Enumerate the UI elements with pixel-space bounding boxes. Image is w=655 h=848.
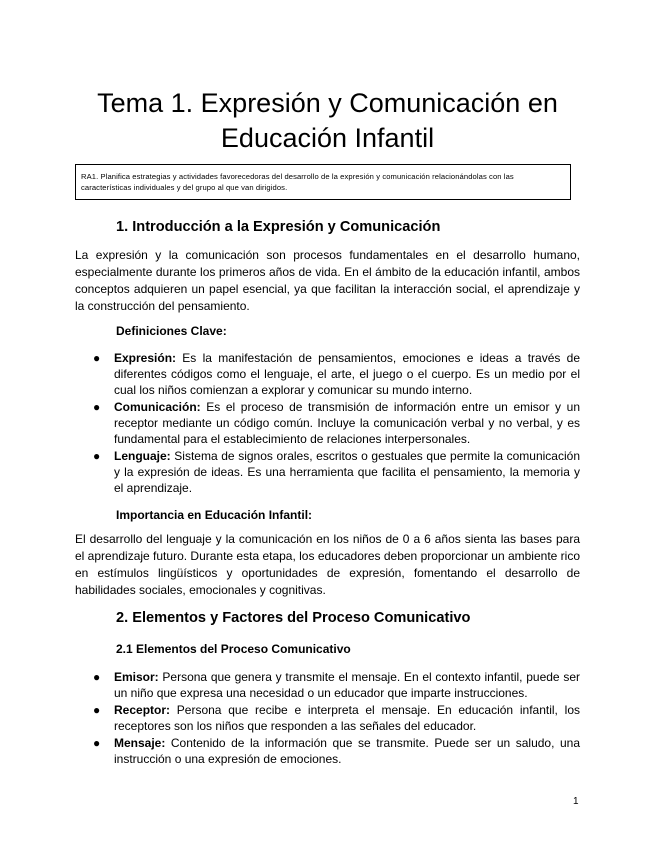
subsection-2-1-heading: 2.1 Elementos del Proceso Comunicativo [116, 642, 351, 656]
learning-outcome-box: RA1. Planifica estrategias y actividades favorecedoras del desarrollo de la expresión y comunicación relacionándolas con las características individuales y del grupo al que van dirigidos. [75, 164, 571, 200]
element-text: Contenido de la información que se transmite. Puede ser un saludo, una instrucción o una expresión de emociones. [114, 736, 580, 766]
definitions-heading: Definiciones Clave: [116, 324, 227, 338]
element-term: Emisor: [114, 670, 159, 684]
page-number: 1 [573, 796, 579, 807]
importance-text: El desarrollo del lenguaje y la comunicación en los niños de 0 a 6 años sienta las bases para el aprendizaje futuro. Durante esta etapa, los educadores deben proporcionar un ambiente rico en estímulos lingüísticos y oportunidades de expresión, fomentando el desarrollo de habilidades sociales, emocionales y cognitivas. [75, 532, 580, 597]
bullet-icon: ● [93, 351, 101, 365]
bullet-icon: ● [93, 670, 101, 684]
list-item [75, 350, 580, 398]
list-item [75, 735, 580, 767]
definition-text: Es el proceso de transmisión de información entre un emisor y un receptor mediante un código común. Incluye la comunicación verbal y no verbal, y es fundamental para el establecimiento de relaciones interpersonales. [114, 400, 580, 446]
importance-heading: Importancia en Educación Infantil: [116, 508, 313, 522]
elements-list [75, 669, 580, 768]
section-1-intro: La expresión y la comunicación son procesos fundamentales en el desarrollo humano, especialmente durante los primeros años de vida. En el ámbito de la educación infantil, ambos conceptos adquieren un papel esencial, ya que facilitan la interacción social, el aprendizaje y la construcción del pensamiento. [75, 248, 580, 313]
definition-term: Expresión: [114, 351, 177, 365]
element-text: Persona que recibe e interpreta el mensaje. En educación infantil, los receptores son los niños que responden a las señales del educador. [114, 703, 580, 733]
section-2-heading: 2. Elementos y Factores del Proceso Comunicativo [116, 610, 471, 626]
section-1-heading: 1. Introducción a la Expresión y Comunicación [116, 219, 441, 235]
bullet-icon: ● [93, 449, 101, 463]
element-term: Receptor: [114, 703, 171, 717]
bullet-icon: ● [93, 703, 101, 717]
element-term: Mensaje: [114, 736, 166, 750]
list-item [75, 448, 580, 496]
definitions-list [75, 350, 580, 497]
list-item [75, 399, 580, 447]
list-item [75, 702, 580, 734]
list-item [75, 669, 580, 701]
definition-text: Sistema de signos orales, escritos o gestuales que permite la comunicación y la expresión de ideas. Es una herramienta que facilita el pensamiento, la memoria y el aprendizaje. [114, 449, 580, 495]
bullet-icon: ● [93, 736, 101, 750]
element-text: Persona que genera y transmite el mensaje. En el contexto infantil, puede ser un niño que expresa una necesidad o un educador que imparte instrucciones. [114, 670, 580, 700]
definition-term: Lenguaje: [114, 449, 171, 463]
bullet-icon: ● [93, 400, 101, 414]
definition-term: Comunicación: [114, 400, 201, 414]
document-title: Tema 1. Expresión y Comunicación en Educación Infantil [97, 88, 558, 153]
definition-text: Es la manifestación de pensamientos, emociones e ideas a través de diferentes códigos como el lenguaje, el arte, el juego o el cuerpo. Es un medio por el cual los niños comienzan a explorar y comunicar su mundo interno. [114, 351, 580, 397]
